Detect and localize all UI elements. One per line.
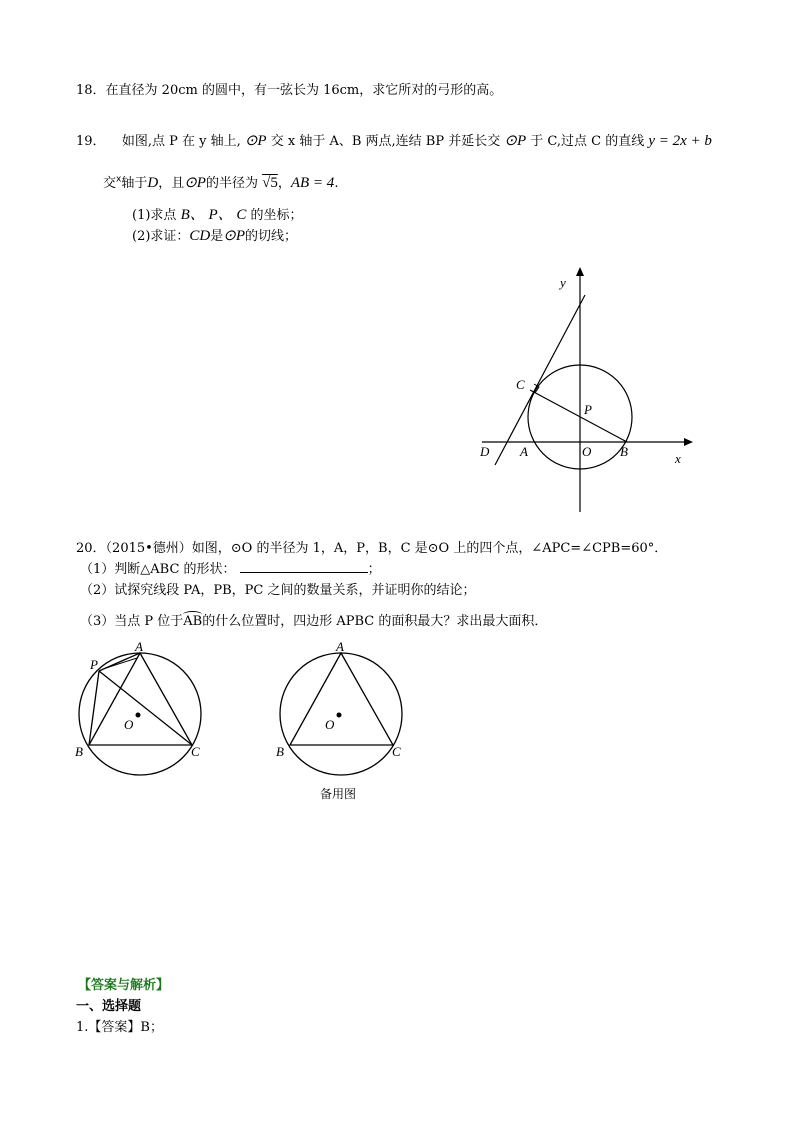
answer-item-1: 1.【答案】B；	[76, 1020, 163, 1035]
q19-sub1-text: 的坐标；	[250, 208, 303, 223]
q19-figure	[470, 262, 710, 522]
label-b: B	[620, 444, 628, 459]
circle-p-label: ⊙P	[223, 228, 246, 244]
q20-figure-1	[72, 640, 212, 785]
q20-sub1-text: （1）判断△ABC 的形状：	[80, 562, 236, 577]
q19-mid1: 交 x 轴于 A、B 两点,连结 BP 并延长交	[270, 134, 501, 149]
q19-text: ，且	[158, 176, 185, 191]
segment-pb	[89, 671, 99, 745]
label-a: A	[520, 444, 528, 459]
answers-heading: 【答案与解析】	[78, 978, 170, 993]
label-c: C	[191, 744, 200, 759]
q20-sub3-text: 的什么位置时，四边形 APBC 的面积最大？求出最大面积．	[202, 614, 548, 629]
q19-sub2-text: 是	[210, 229, 224, 244]
segment-pc	[99, 671, 192, 745]
q19-text: .	[334, 176, 339, 191]
answer-blank[interactable]	[240, 560, 368, 573]
triangle-abc	[89, 653, 192, 745]
label-a: A	[135, 639, 143, 654]
center-dot	[337, 713, 342, 718]
question-19-line1	[76, 130, 712, 150]
sqrt5-value: √5	[262, 175, 278, 191]
label-x: x	[675, 451, 681, 466]
label-b: B	[75, 744, 83, 759]
segment-pa	[99, 653, 140, 671]
circle-p-label: ⊙P	[244, 133, 267, 149]
triangle-abc	[290, 653, 393, 745]
figure-caption: 备用图	[320, 787, 357, 801]
q20-sub3-text: （3）当点 P 位于	[80, 614, 184, 629]
q20-figure-2	[273, 640, 413, 785]
label-d: D	[480, 444, 490, 459]
x-arrow-icon	[684, 438, 693, 446]
arc-ab: AB	[183, 614, 203, 629]
points-bpc: B、 P、 C	[180, 207, 247, 223]
label-a: A	[336, 639, 344, 654]
center-dot	[136, 713, 141, 718]
label-y: y	[560, 275, 566, 290]
q19-sub2	[132, 225, 297, 245]
q19-sub2-text: (2)求证：	[132, 229, 190, 244]
question-20-sub1	[80, 558, 381, 577]
label-o: O	[124, 717, 134, 732]
q19-text: ，	[277, 176, 291, 191]
section-heading: 一、选择题	[76, 999, 142, 1014]
question-20-sub3	[80, 610, 547, 629]
segment-cd: CD	[189, 228, 211, 244]
circle-p-label: ⊙P	[184, 175, 206, 191]
question-18: 18．在直径为 20cm 的圆中，有一弦长为 16cm，求它所对的弓形的高。	[76, 83, 503, 98]
tangent-line-cd	[495, 295, 585, 465]
question-number: 19．	[76, 134, 106, 149]
question-20-sub2: （2）试探究线段 PA，PB，PC 之间的数量关系，并证明你的结论；	[80, 583, 476, 598]
label-c: C	[392, 744, 401, 759]
question-20-line1: 20．（2015•德州）如图，⊙O 的半径为 1，A，P，B，C 是⊙O 上的四个点，∠APC=∠CPB=60°．	[76, 541, 668, 556]
segment-bc	[530, 390, 627, 442]
label-o: O	[325, 717, 335, 732]
label-p: P	[90, 657, 98, 672]
label-o: O	[582, 444, 592, 459]
q19-mid2: 于 C,过点 C 的直线	[530, 134, 645, 149]
q19-sub2-text: 的切线；	[245, 229, 298, 244]
q19-text: 轴于	[121, 176, 148, 191]
q19-sub1-text: (1)求点	[132, 208, 177, 223]
y-arrow-icon	[576, 267, 584, 276]
q19-text: 的半径为	[205, 176, 258, 191]
q19-sub1	[132, 203, 303, 224]
label-b: B	[276, 744, 284, 759]
q19-intro: 如图,点 P 在 y 轴上,	[121, 134, 241, 149]
line-equation: y = 2x + b	[648, 133, 712, 149]
q19-text: 交	[103, 176, 117, 191]
label-p: P	[584, 402, 592, 417]
point-d-label: D	[147, 175, 159, 191]
q20-sub1-text: ；	[367, 562, 381, 577]
question-19-line2	[103, 172, 338, 192]
ab-length: AB = 4	[290, 175, 335, 191]
label-c: C	[516, 377, 525, 392]
x-axis-label: x	[116, 174, 122, 185]
circle-p-label: ⊙P	[504, 133, 527, 149]
